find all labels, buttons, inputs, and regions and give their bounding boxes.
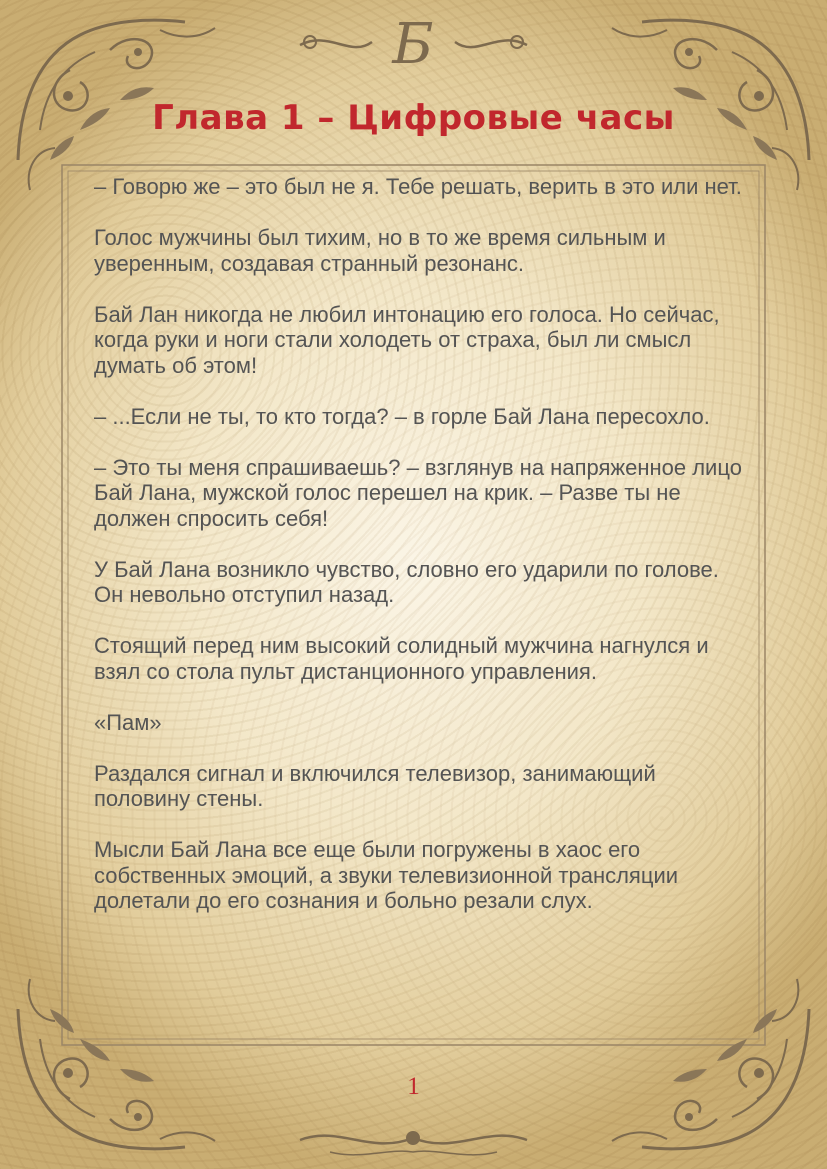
chapter-text bbox=[94, 174, 744, 939]
paragraph: Раздался сигнал и включился телевизор, занимающий половину стены. bbox=[94, 760, 656, 811]
paragraph: «Пам» bbox=[94, 709, 162, 735]
paragraph: Бай Лан никогда не любил интонацию его голоса. Но сейчас, когда руки и ноги стали холодеть от страха, был ли смысл думать об этом! bbox=[94, 301, 720, 378]
paragraph: Стоящий перед ним высокий солидный мужчина нагнулся и взял со стола пульт дистанционного управления. bbox=[94, 633, 709, 684]
paragraph: – Говорю же – это был не я. Тебе решать, верить в это или нет. bbox=[94, 174, 742, 199]
paragraph: – Это ты меня спрашиваешь? – взглянув на напряженное лицо Бай Лана, мужской голос перешел на крик. – Разве ты не должен спросить себя! bbox=[94, 454, 742, 531]
chapter-title: Глава 1 – Цифровые часы bbox=[152, 98, 675, 138]
corner-flourish-ornament bbox=[612, 979, 809, 1149]
page-number: 1 bbox=[407, 1073, 420, 1100]
corner-flourish-ornament bbox=[18, 979, 215, 1149]
paragraph: Голос мужчины был тихим, но в то же время сильным и уверенным, создавая странный резонанс. bbox=[94, 225, 666, 276]
paragraph: – ...Если не ты, то кто тогда? – в горле Бай Лана пересохло. bbox=[94, 403, 710, 429]
monogram-ornament: Б bbox=[392, 12, 434, 77]
paragraph: Мысли Бай Лана все еще были погружены в хаос его собственных эмоций, а звуки телевизионной трансляции долетали до его сознания и больно резали слух. bbox=[94, 837, 679, 913]
paragraph: У Бай Лана возникло чувство, словно его ударили по голове. Он невольно отступил назад. bbox=[94, 556, 719, 607]
